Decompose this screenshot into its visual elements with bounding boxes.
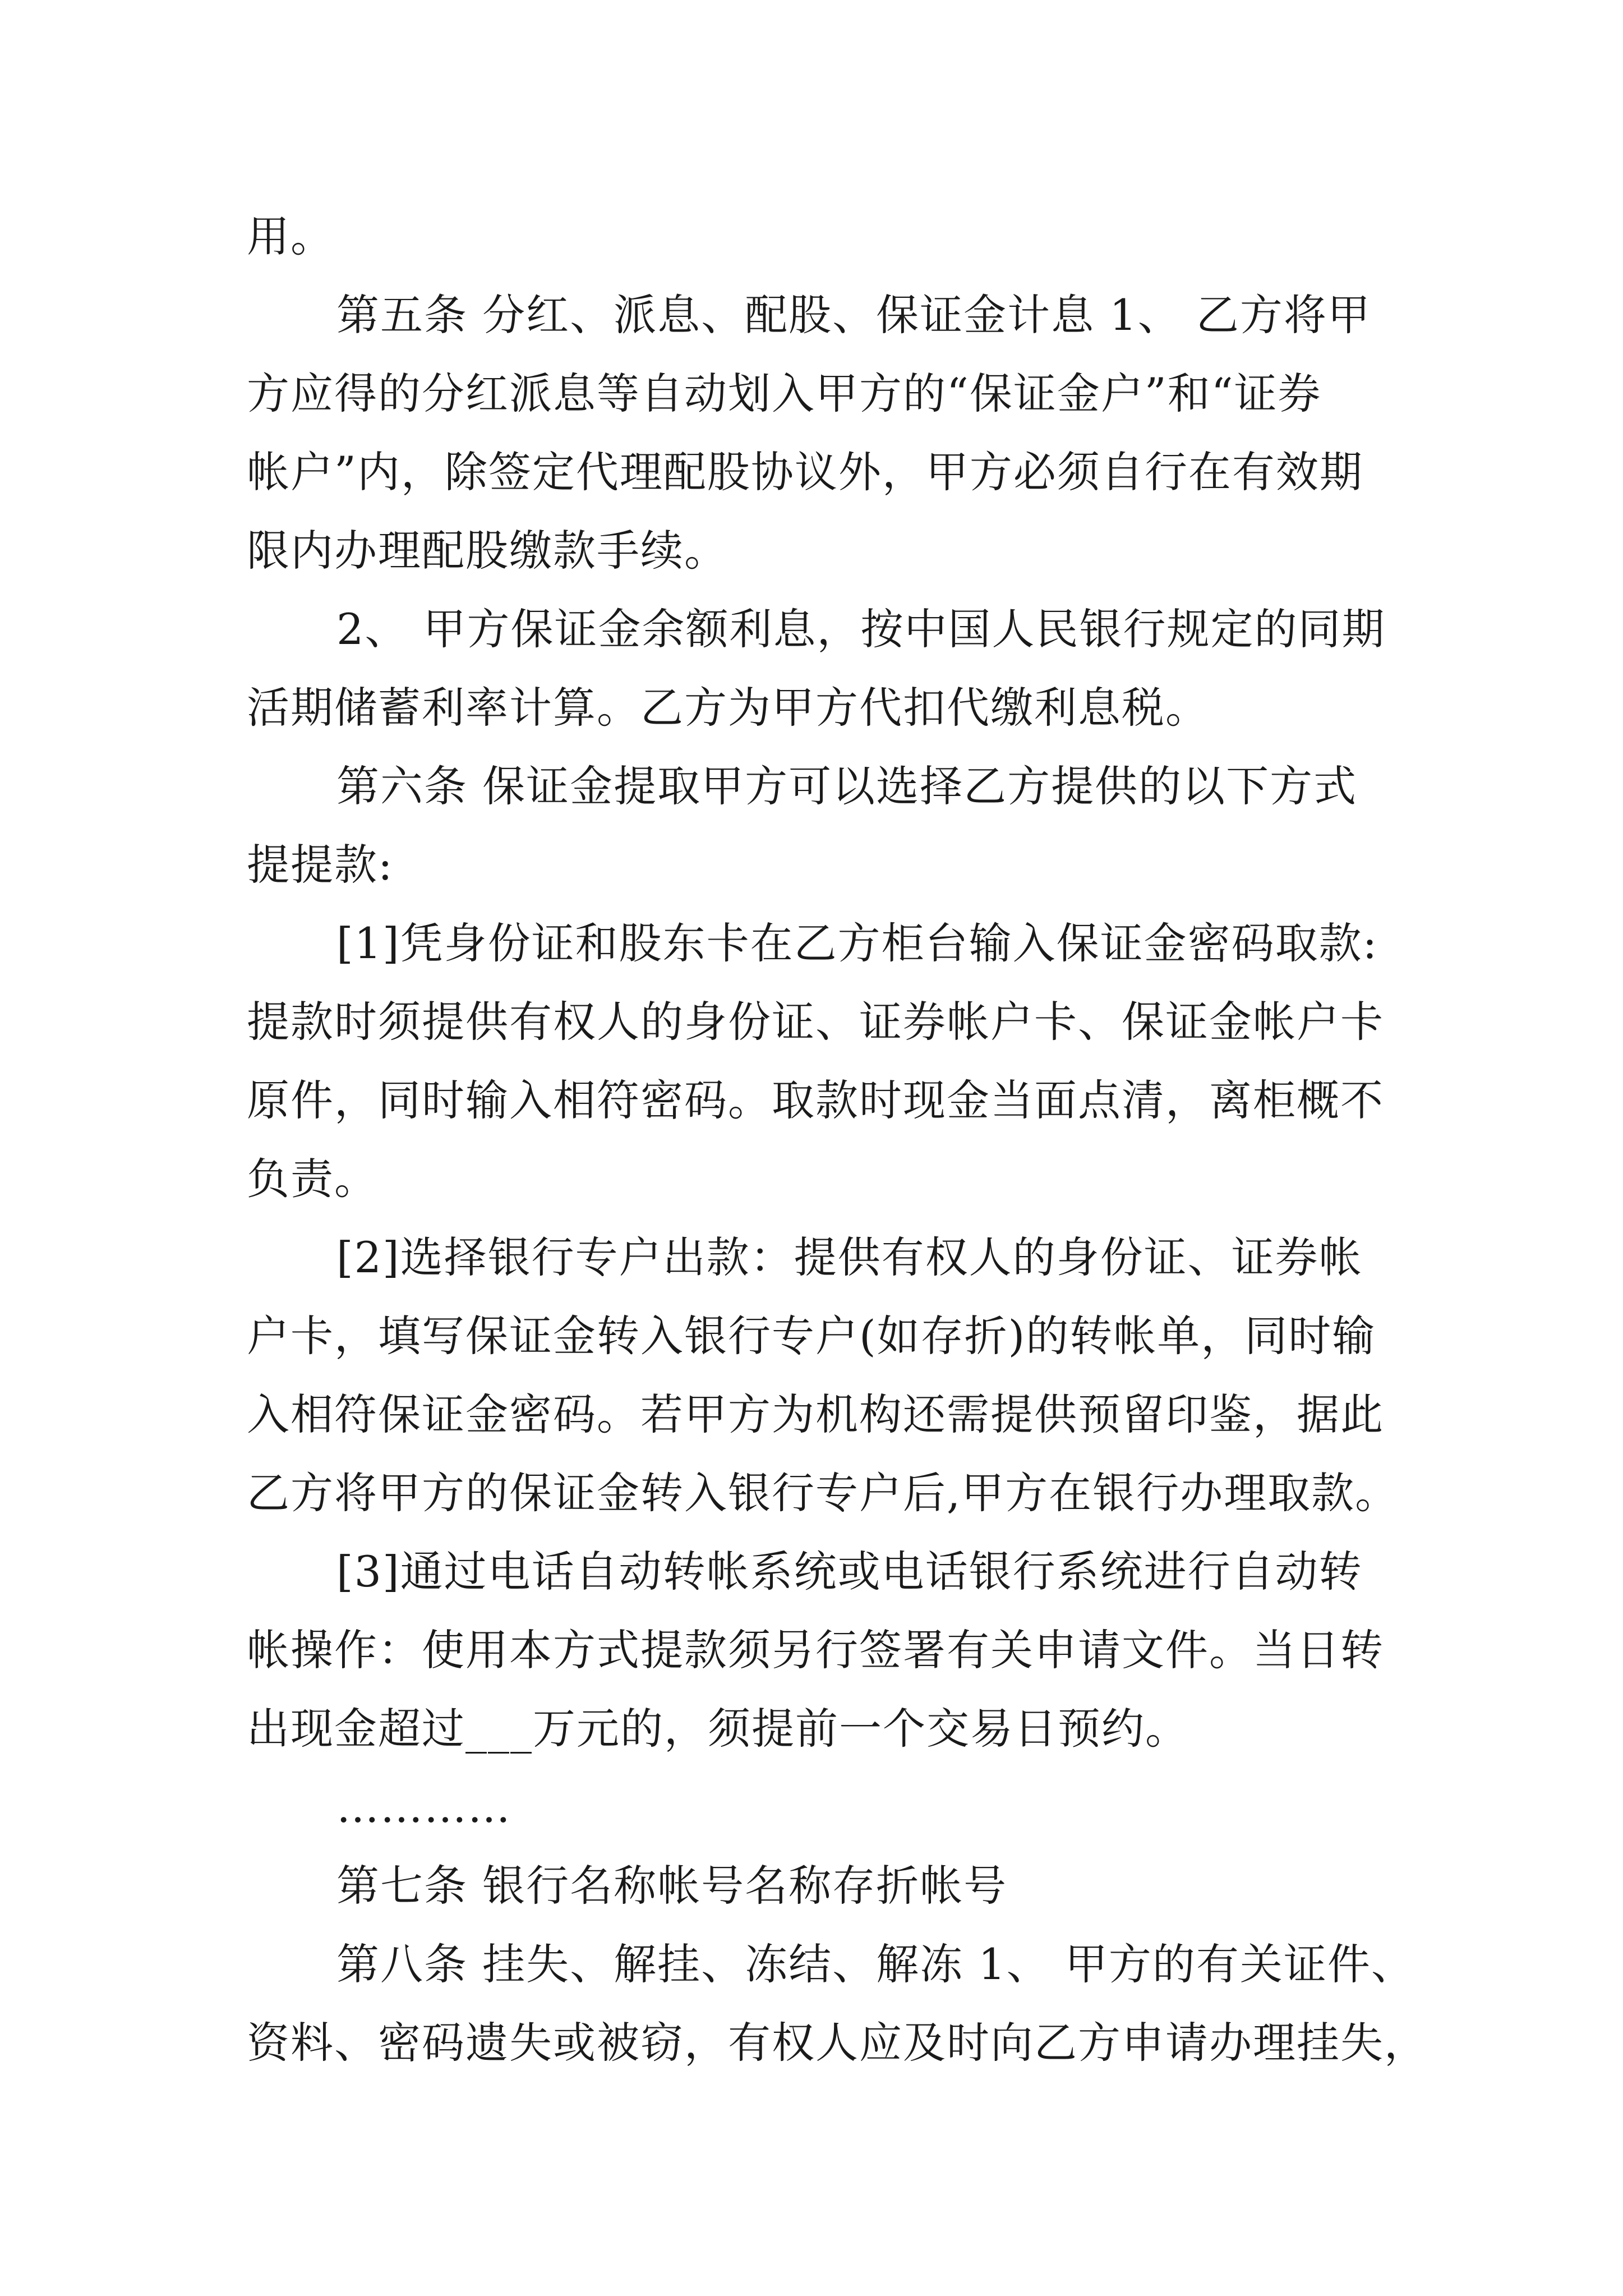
article-8-heading: 第八条 挂失、解挂、冻结、解冻 1、 甲方的有关证件、 [336, 1939, 1415, 1989]
text-line: [3]通过电话自动转帐系统或电话银行系统进行自动转 [336, 1547, 1363, 1596]
text-line: 用。 [247, 211, 334, 261]
text-line: 负责。 [247, 1154, 378, 1204]
text-line: 活期储蓄利率计算。乙方为甲方代扣代缴利息税。 [247, 683, 1209, 733]
text-line: 2、 甲方保证金余额利息，按中国人民银行规定的同期 [336, 604, 1386, 654]
text-line: 乙方将甲方的保证金转入银行专户后,甲方在银行办理取款。 [247, 1468, 1399, 1518]
article-6-heading: 第六条 保证金提取甲方可以选择乙方提供的以下方式 [336, 761, 1358, 811]
text-line: 限内办理配股缴款手续。 [247, 526, 728, 576]
text-line: [1]凭身份证和股东卡在乙方柜台输入保证金密码取款: [336, 918, 1378, 968]
text-line: 资料、密码遗失或被窃，有权人应及时向乙方申请办理挂失， [247, 2018, 1428, 2068]
text-line: 出现金超过___万元的，须提前一个交易日预约。 [247, 1704, 1189, 1754]
text-line: 原件，同时输入相符密码。取款时现金当面点清，离柜概不 [247, 1075, 1384, 1125]
article-7-heading: 第七条 银行名称帐号名称存折帐号 [336, 1861, 1008, 1911]
text-line: 帐操作：使用本方式提款须另行签署有关申请文件。当日转 [247, 1625, 1384, 1675]
text-line: 方应得的分红派息等自动划入甲方的“保证金户”和“证券 [247, 369, 1322, 418]
text-line: 帐户”内，除签定代理配股协议外，甲方必须自行在有效期 [247, 447, 1363, 497]
text-line: 提款时须提供有权人的身份证、证券帐户卡、保证金帐户卡 [247, 997, 1384, 1047]
text-line: 户卡，填写保证金转入银行专户(如存折)的转帐单，同时输 [247, 1311, 1376, 1361]
article-5-heading: 第五条 分红、派息、配股、保证金计息 1、 乙方将甲 [336, 290, 1371, 340]
text-line: 提提款: [247, 840, 394, 890]
text-line: [2]选择银行专户出款：提供有权人的身份证、证券帐 [336, 1232, 1363, 1282]
text-line: 入相符保证金密码。若甲方为机构还需提供预留印鉴，据此 [247, 1389, 1384, 1439]
ellipsis-separator: ………… [336, 1782, 511, 1832]
